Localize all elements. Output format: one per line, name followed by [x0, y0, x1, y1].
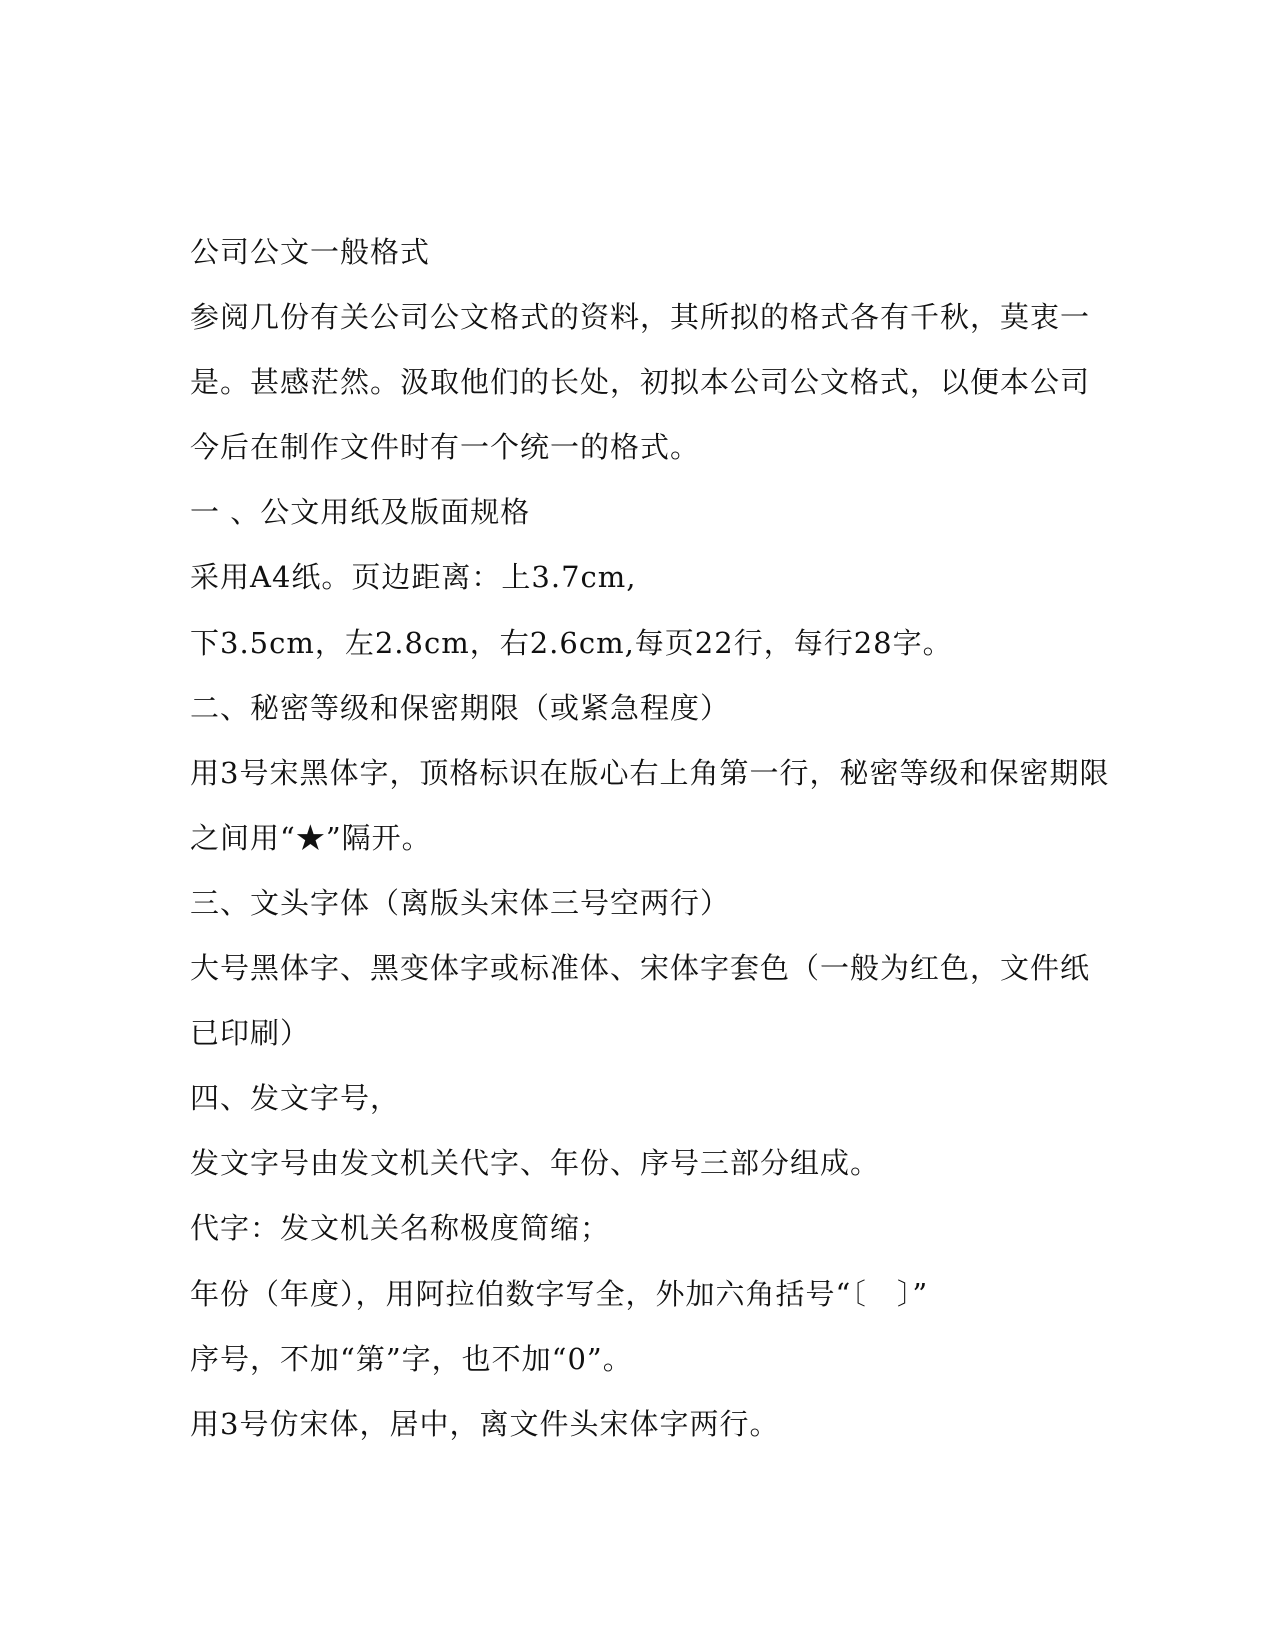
- secrecy-line-2: 之间用“★”隔开。: [190, 820, 432, 855]
- section-heading-paper-layout: 一 、公文用纸及版面规格: [190, 495, 531, 530]
- secrecy-line-1: 用3号宋黑体字，顶格标识在版心右上角第一行，秘密等级和保密期限: [190, 755, 1110, 790]
- document-title: 公司公文一般格式: [190, 235, 431, 269]
- header-font-line-2: 已印刷）: [190, 1016, 311, 1051]
- document-number-line-1: 发文字号由发文机关代字、年份、序号三部分组成。: [190, 1146, 881, 1181]
- document-number-line-3: 年份（年度），用阿拉伯数字写全，外加六角括号“〔 〕”: [190, 1276, 929, 1311]
- paper-layout-line-2: 下3.5cm，左2.8cm，右2.6cm,每页22行，每行28字。: [190, 625, 953, 660]
- document-number-line-4: 序号，不加“第”字，也不加“0”。: [190, 1341, 633, 1376]
- document-number-line-5: 用3号仿宋体，居中，离文件头宋体字两行。: [190, 1406, 780, 1441]
- document-number-line-2: 代字：发文机关名称极度简缩；: [190, 1211, 611, 1246]
- intro-line-1: 参阅几份有关公司公文格式的资料，其所拟的格式各有千秋，莫衷一: [190, 300, 1091, 335]
- section-heading-secrecy: 二、秘密等级和保密期限（或紧急程度）: [190, 690, 731, 725]
- section-heading-header-font: 三、文头字体（离版头宋体三号空两行）: [190, 885, 731, 920]
- intro-line-3: 今后在制作文件时有一个统一的格式。: [190, 430, 701, 465]
- section-heading-document-number: 四、发文字号，: [190, 1081, 401, 1116]
- document-body: [190, 220, 1110, 1457]
- paper-layout-line-1: 采用A4纸。页边距离：上3.7cm,: [190, 560, 637, 595]
- header-font-line-1: 大号黑体字、黑变体字或标准体、宋体字套色（一般为红色，文件纸: [190, 951, 1091, 986]
- intro-line-2: 是。甚感茫然。汲取他们的长处，初拟本公司公文格式，以便本公司: [190, 365, 1091, 400]
